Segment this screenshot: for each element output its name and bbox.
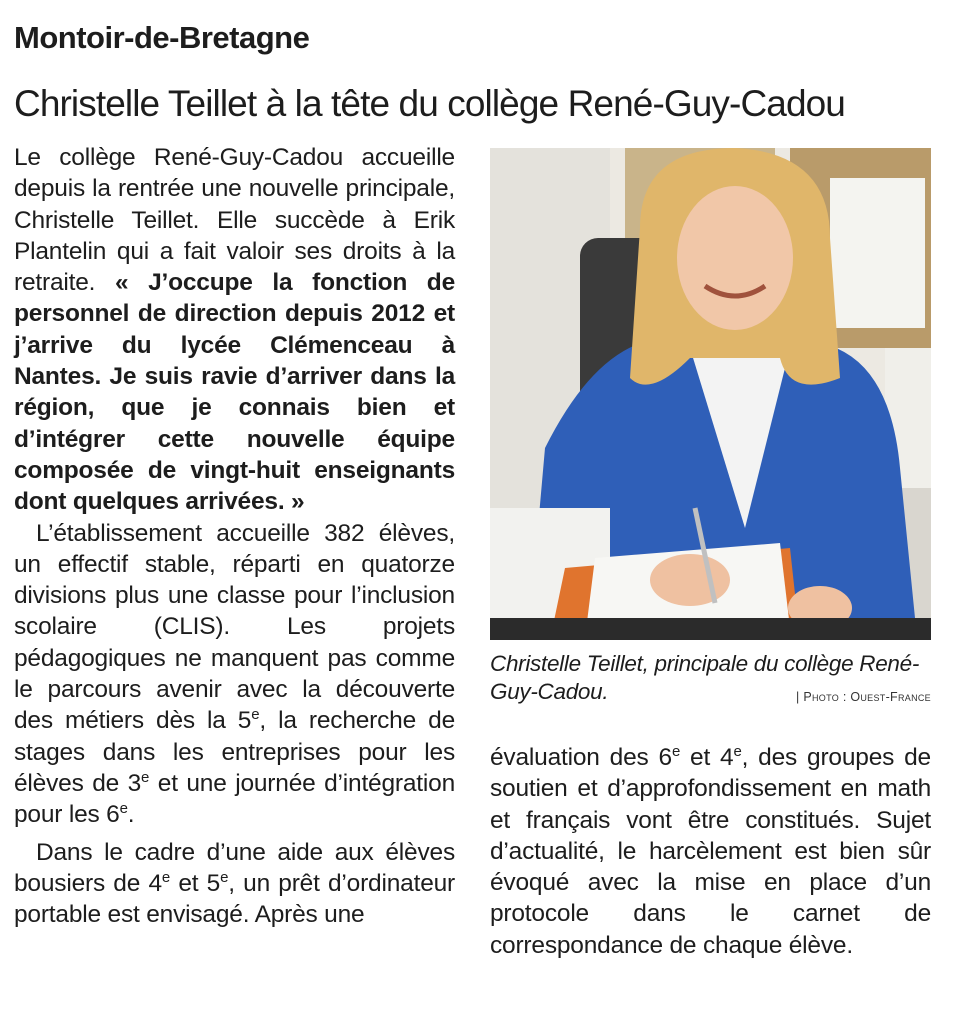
principal-photo [490, 148, 931, 640]
intro-text: Le collège René-Guy-Cadou accueille depuis la rentrée une nouvelle principale, Christelle Teillet. Elle succède à Erik Plantelin qui a fait valoir ses droits à la retraite. [14, 144, 455, 297]
text-run: et une journée d’intégration pour les 6 [14, 769, 455, 829]
text-run: L’établissement accueille 382 élèves, un effectif stable, réparti en quatorze divisions plus une classe pour l’inclusion scolaire (CLIS). Les projets pédagogiques ne manquent pas comme le parcours avenir avec la découverte des métiers dès la 5 [14, 519, 455, 735]
town-heading: Montoir-de-Bretagne [14, 20, 310, 55]
text-run: , un prêt d’ordinateur portable est envisagé. Après une [14, 869, 455, 929]
principal-quote: « J’occupe la fonction de personnel de direction depuis 2012 et j’arrive du lycée Clémenceau à Nantes. Je suis ravie d’arriver dans la région, que je connais bien et d’intégrer cette nouvelle équipe composée de vingt-huit enseignants dont quelques arrivées. » [14, 269, 456, 516]
text-run: et 5 [170, 869, 221, 897]
superscript: e [141, 768, 150, 786]
superscript: e [161, 868, 171, 886]
superscript: e [733, 742, 742, 760]
article-headline: Christelle Teillet à la tête du collège René-Guy-Cadou [14, 83, 845, 124]
text-run: , des groupes de soutien et d’approfondissement en math et français vont être constitués. Sujet d’actualité, le harcèlement est bien sûr évoqué avec la mise en place d’un protocole dans le carnet de correspondance de chaque élève. [490, 744, 931, 959]
article-body-right-column [490, 742, 931, 961]
article-body-left-column [14, 142, 455, 930]
photo-caption: Christelle Teillet, principale du collège René-Guy-Cadou. [490, 651, 920, 704]
superscript: e [671, 742, 681, 760]
photo-credit: | Photo : Ouest-France [796, 690, 931, 704]
superscript: e [119, 800, 128, 818]
text-run: et 4 [680, 744, 734, 771]
text-run: Dans le cadre d’une aide aux élèves bousiers de 4 [14, 838, 455, 897]
principal-photo-illustration [490, 148, 931, 640]
paragraph-aid [14, 837, 455, 931]
paragraph-support-groups [490, 742, 931, 961]
paragraph-school [14, 518, 455, 831]
text-run: . [127, 801, 135, 829]
superscript: e [220, 868, 229, 886]
text-run: évaluation des 6 [490, 744, 672, 771]
text-run: , la recherche de stages dans les entreprises pour les élèves de 3 [14, 707, 455, 797]
superscript: e [251, 706, 260, 724]
paragraph-intro [14, 142, 455, 518]
